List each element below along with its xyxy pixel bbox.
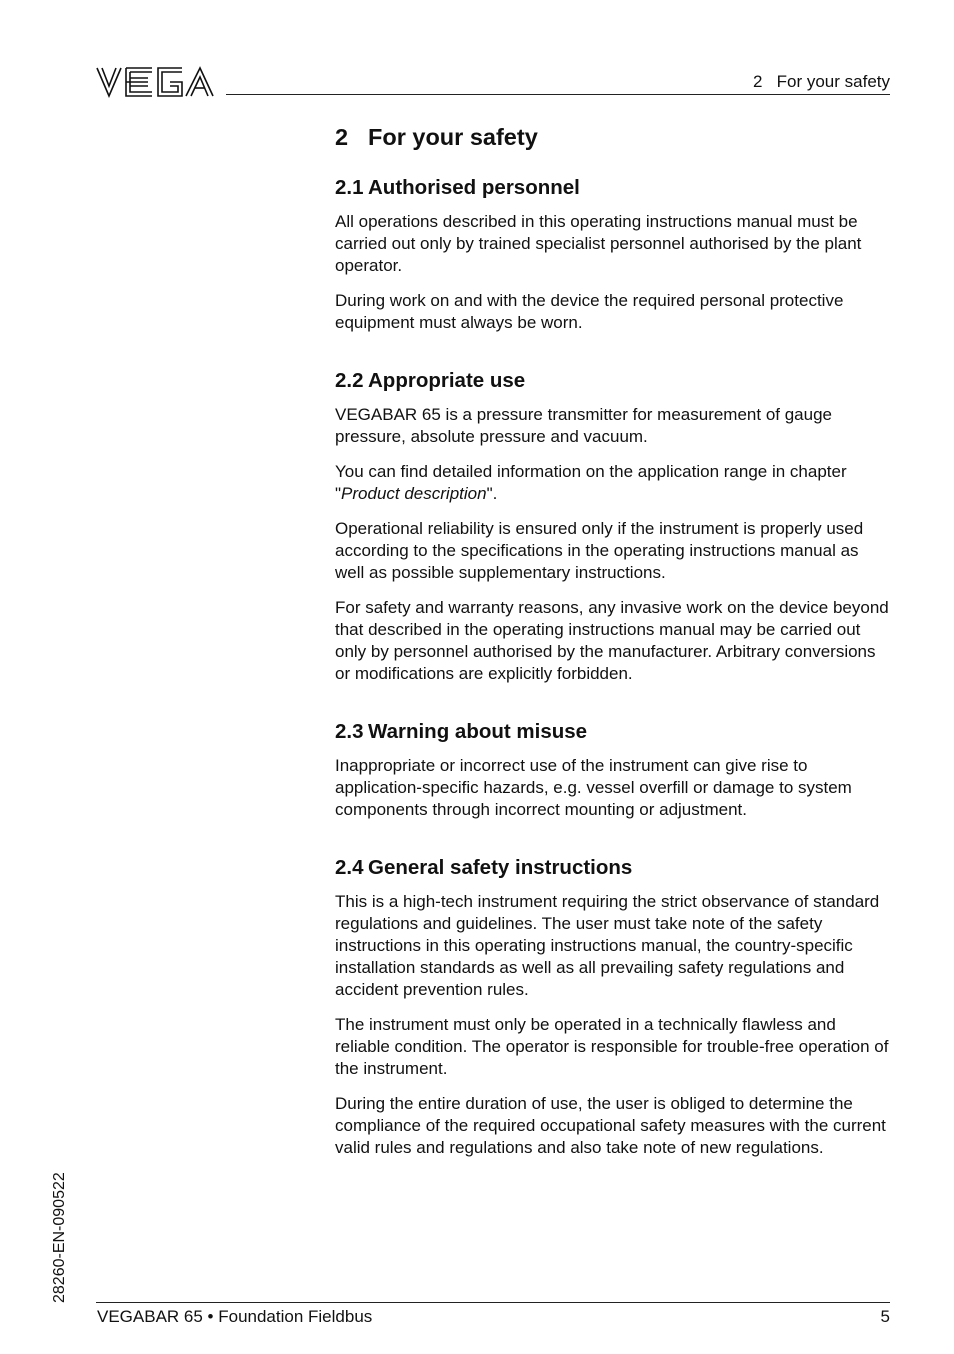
page-number: 5 [880, 1307, 890, 1326]
section-number: 2.4 [335, 856, 364, 879]
header-rule [226, 94, 890, 95]
paragraph: This is a high-tech instrument requiring the strict observance of standard regulations and guidelines. The user must take note of the safety instructions in this operating instructions manual, the country-specific installation standards as well as all prevailing safety regulations and accident prevention rules. [335, 892, 880, 999]
section-title: Warning about misuse [368, 720, 588, 743]
paragraph-reference [335, 461, 891, 505]
section-authorised-personnel [335, 174, 891, 334]
reference-text: You can find detailed information on the application range in chapter " [335, 462, 847, 503]
section-title: General safety instructions [368, 856, 633, 879]
paragraph: VEGABAR 65 is a pressure transmitter for measurement of gauge pressure, absolute pressure and vacuum. [335, 405, 833, 446]
paragraph: Operational reliability is ensured only if the instrument is properly used according to the specifications in the operating instructions manual as well as possible supplementary instructions. [335, 519, 864, 582]
paragraph: For safety and warranty reasons, any invasive work on the device beyond that described in the operating instructions manual may be carried out only by personnel authorised by the manufacturer. Arbitrary conversions or modifications are explicitly forbidden. [335, 598, 889, 683]
reference-text-end: ". [486, 484, 498, 503]
section-number: 2.3 [335, 720, 364, 743]
chapter-reference: Product description [341, 484, 487, 503]
chapter-number: 2 [335, 124, 349, 150]
paragraph: During the entire duration of use, the user is obliged to determine the compliance of the required occupational safety measures with the current valid rules and regulations and also take note of new regulations. [335, 1094, 886, 1157]
section-heading [335, 718, 891, 746]
paragraph: Inappropriate or incorrect use of the instrument can give rise to application-specific hazards, e.g. vessel overfill or damage to system components through incorrect mounting or adjustment. [335, 756, 852, 819]
page-content [335, 121, 891, 1192]
section-warning-misuse [335, 718, 891, 821]
section-number: 2.2 [335, 369, 364, 392]
vega-logo [96, 66, 214, 98]
section-heading [335, 367, 891, 395]
document-code: 28260-EN-090522 [51, 1172, 68, 1303]
footer-rule [96, 1302, 890, 1303]
section-appropriate-use [335, 367, 891, 685]
paragraph: During work on and with the device the required personal protective equipment must always be worn. [335, 291, 844, 332]
section-title: Authorised personnel [368, 176, 580, 199]
footer-product: VEGABAR 65 • Foundation Fieldbus [97, 1307, 373, 1326]
paragraph: The instrument must only be operated in a technically flawless and reliable condition. The operator is responsible for trouble-free operation of the instrument. [335, 1015, 889, 1078]
running-head: 2 For your safety [753, 72, 890, 91]
paragraph: All operations described in this operating instructions manual must be carried out only by trained specialist personnel authorised by the plant operator. [335, 212, 862, 275]
section-general-safety [335, 854, 891, 1159]
section-title: Appropriate use [368, 369, 526, 392]
section-number: 2.1 [335, 176, 364, 199]
section-heading [335, 174, 891, 202]
section-heading [335, 854, 891, 882]
chapter-title: For your safety [368, 124, 538, 150]
chapter-heading [335, 121, 891, 153]
